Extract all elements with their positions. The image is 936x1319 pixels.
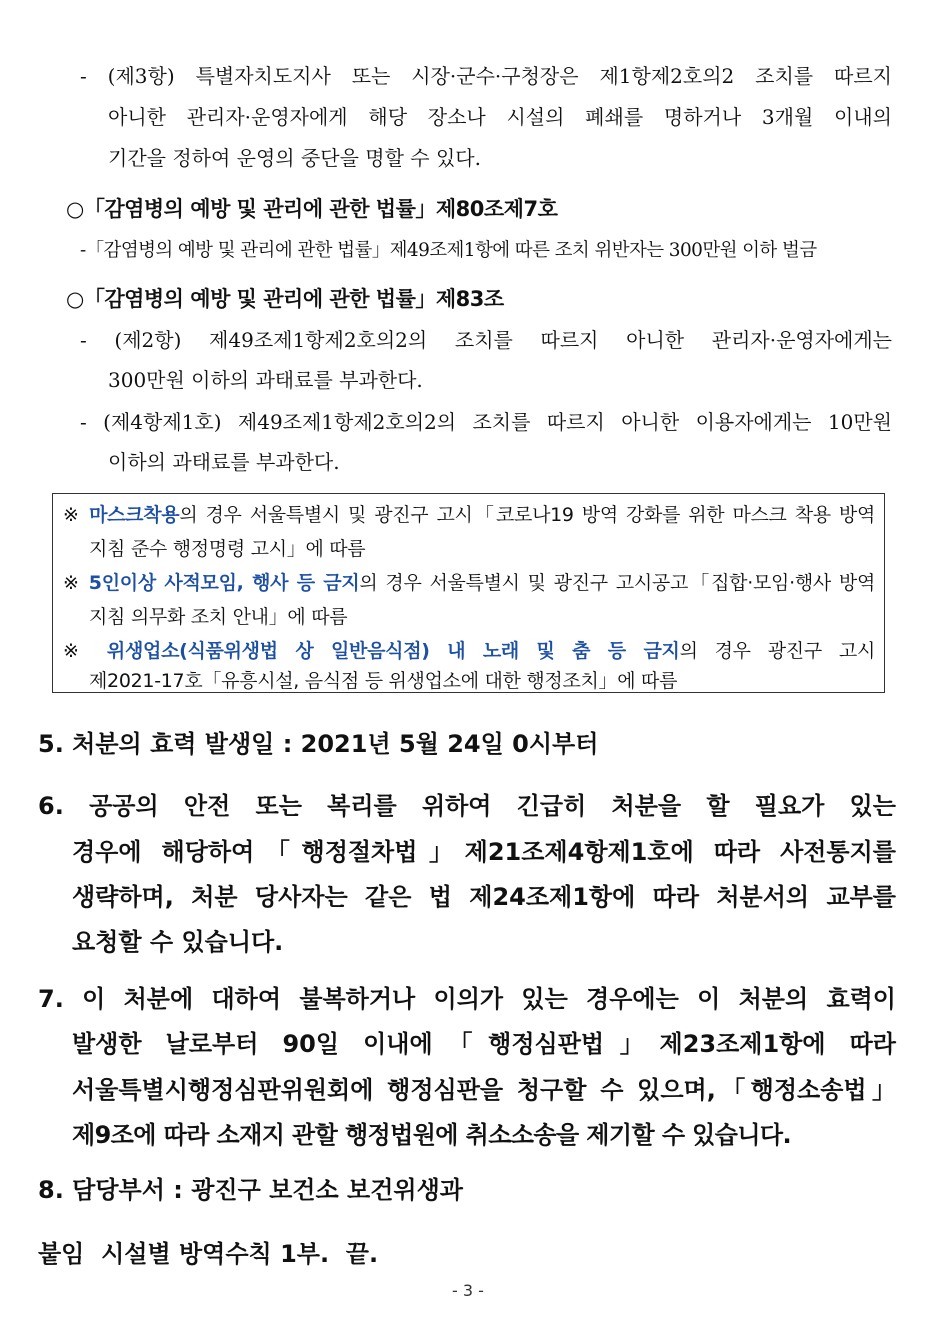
para3-line-2: 아니한 관리자·운영자에게 해당 장소나 시설의 폐쇄를 명하거나 3개월 이내의 xyxy=(108,105,892,129)
law80-item: -「감염병의 예방 및 관리에 관한 법률」제49조제1항에 따른 조치 위반자는 300만원 이하 벌금 xyxy=(80,240,817,261)
note-2-text: 의 경우 서울특별시 및 광진구 고시공고「집합·모임·행사 방역 xyxy=(359,572,875,594)
law83-item1-line-2: 300만원 이하의 과태료를 부과한다. xyxy=(108,368,423,392)
item-5: 5. 처분의 효력 발생일 : 2021년 5월 24일 0시부터 xyxy=(38,730,599,758)
note-3-line-2: 제2021-17호「유흥시설, 음식점 등 위생업소에 대한 행정조치」에 따름 xyxy=(89,670,678,692)
note-3-line-1 xyxy=(63,636,875,663)
attachment-line: 붙임 시설별 방역수칙 1부. 끝. xyxy=(38,1240,379,1268)
note-3-highlight: 위생업소(식품위생법 상 일반음식점) 내 노래 및 춤 등 금지 xyxy=(106,640,680,662)
note-2-line-2: 지침 의무화 조치 안내」에 따름 xyxy=(89,606,348,628)
law80-heading: ○「감염병의 예방 및 관리에 관한 법률」제80조제7호 xyxy=(66,197,558,221)
item-7-line-1: 7. 이 처분에 대하여 불복하거나 이의가 있는 경우에는 이 처분의 효력이 xyxy=(38,985,896,1013)
note-1-line-2: 지침 준수 행정명령 고시」에 따름 xyxy=(89,538,366,560)
note-2-line-1 xyxy=(63,568,875,595)
item-6-line-1: 6. 공공의 안전 또는 복리를 위하여 긴급히 처분을 할 필요가 있는 xyxy=(38,792,896,820)
item-7-line-3: 서울특별시행정심판위원회에 행정심판을 청구할 수 있으며,「행정소송법」 xyxy=(72,1076,896,1104)
law83-heading: ○「감염병의 예방 및 관리에 관한 법률」제83조 xyxy=(66,287,504,311)
item-6-line-4: 요청할 수 있습니다. xyxy=(72,928,284,956)
para3-line-3: 기간을 정하여 운영의 중단을 명할 수 있다. xyxy=(108,146,481,170)
note-2-highlight: 5인이상 사적모임, 행사 등 금지 xyxy=(88,572,360,594)
law83-item1-line-1: - (제2항) 제49조제1항제2호의2의 조치를 따르지 아니한 관리자·운영자에게는 xyxy=(80,328,892,352)
law83-item2-line-1: - (제4항제1호) 제49조제1항제2호의2의 조치를 따르지 아니한 이용자에게는 10만원 xyxy=(80,410,892,434)
item-6-line-2: 경우에 해당하여「행정절차법」제21조제4항제1호에 따라 사전통지를 xyxy=(72,838,896,866)
page-number: - 3 - xyxy=(452,1281,484,1300)
para3-line-1: - (제3항) 특별자치도지사 또는 시장·군수·구청장은 제1항제2호의2 조치를 따르지 xyxy=(80,64,892,88)
item-7-line-2: 발생한 날로부터 90일 이내에「행정심판법」제23조제1항에 따라 xyxy=(72,1030,896,1058)
item-6-line-3: 생략하며, 처분 당사자는 같은 법 제24조제1항에 따라 처분서의 교부를 xyxy=(72,883,896,911)
note-1-line-1 xyxy=(63,500,875,527)
note-mark: ※ xyxy=(63,504,81,526)
notes-box xyxy=(52,493,885,693)
item-7-line-4: 제9조에 따라 소재지 관할 행정법원에 취소소송을 제기할 수 있습니다. xyxy=(72,1121,792,1149)
note-1-text: 의 경우 서울특별시 및 광진구 고시「코로나19 방역 강화를 위한 마스크 착용 방역 xyxy=(179,504,875,526)
note-mark: ※ xyxy=(63,640,90,662)
item-8: 8. 담당부서 : 광진구 보건소 보건위생과 xyxy=(38,1176,463,1204)
law83-item2-line-2: 이하의 과태료를 부과한다. xyxy=(108,450,340,474)
note-1-highlight: 마스크착용 xyxy=(89,504,180,526)
note-3-text: 의 경우 광진구 고시 xyxy=(679,640,876,662)
note-mark: ※ xyxy=(63,572,81,594)
